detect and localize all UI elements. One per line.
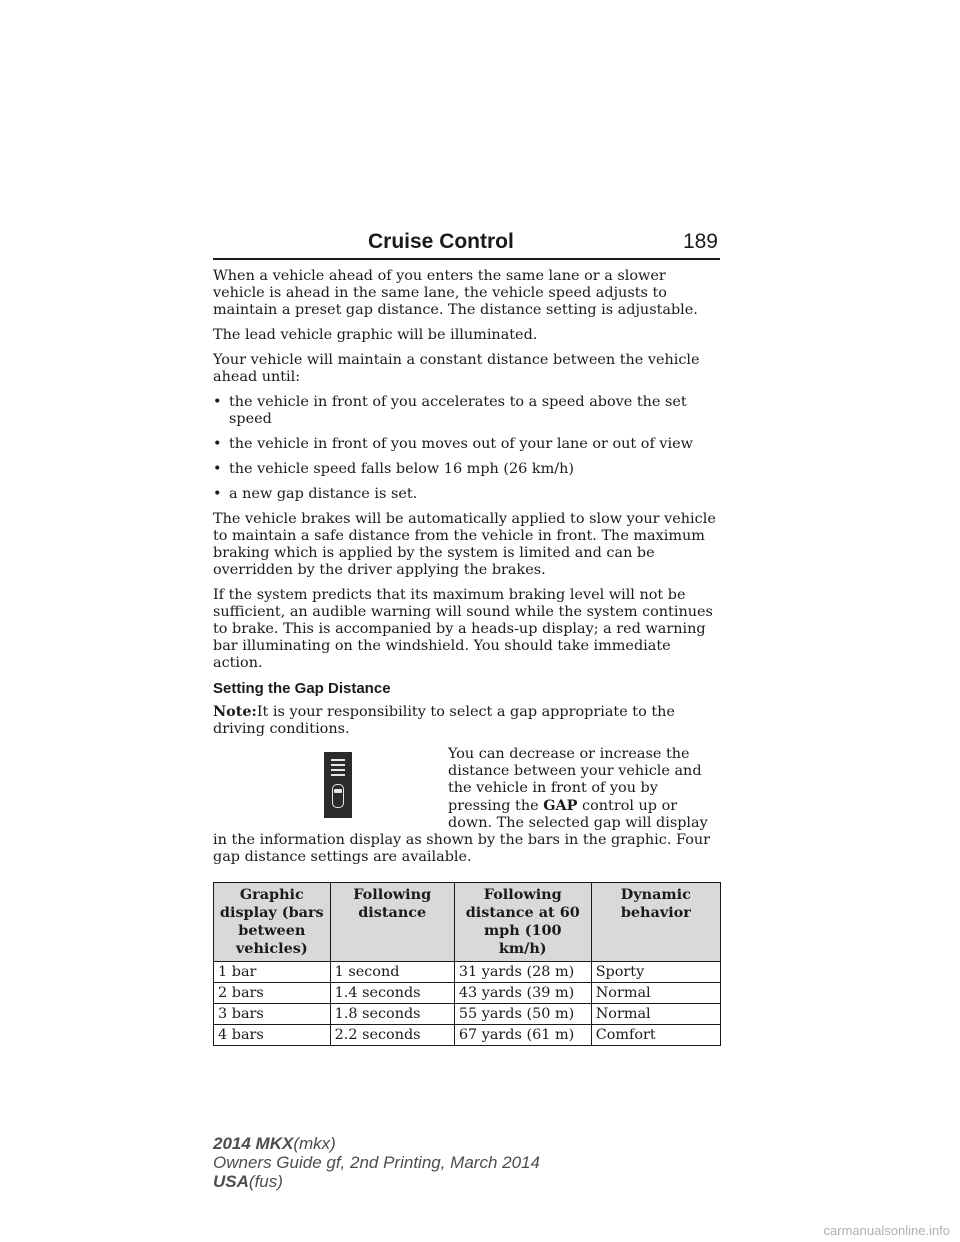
table-cell: 1 second [330, 962, 454, 983]
list-item [213, 436, 721, 453]
table-cell: 43 yards (39 m) [454, 983, 591, 1004]
footer-line-guide: Owners Guide gf, 2nd Printing, March 2014 [213, 1153, 540, 1172]
gap-bar [331, 769, 345, 771]
column-header: Graphic display (bars between vehicles) [214, 883, 331, 962]
print-footer [213, 1134, 540, 1191]
column-header: Following distance at 60 mph (100 km/h) [454, 883, 591, 962]
paragraph-auto-brake: The vehicle brakes will be automatically applied to slow your vehicle to maintain a safe distance from the vehicle in front. The maximum braking which is applied by the system is limited and can be overridden by the driver applying the brakes. [213, 511, 716, 578]
list-item-text: the vehicle in front of you accelerates to a speed above the set speed [229, 394, 687, 427]
table-cell: 1.8 seconds [330, 1004, 454, 1025]
table-cell: 3 bars [214, 1004, 331, 1025]
bullet-symbol: • [213, 461, 222, 477]
table-cell: 67 yards (61 m) [454, 1025, 591, 1046]
note-text: It is your responsibility to select a gap appropriate to the driving conditions. [213, 704, 675, 737]
bullet-symbol: • [213, 436, 222, 452]
gap-bar [331, 774, 345, 776]
table-cell: 55 yards (50 m) [454, 1004, 591, 1025]
paragraph-maintain-distance: Your vehicle will maintain a constant distance between the vehicle ahead until: [213, 352, 700, 385]
paragraph-lead-vehicle: The lead vehicle graphic will be illuminated. [213, 327, 538, 343]
paragraph-gap-control: You can decrease or increase the distance between your vehicle and the vehicle in front of you by pressing the GAP control up or down. The selected gap will display in the information display as shown by the bars in the graphic. Four gap distance settings are available. [213, 746, 711, 865]
page-header [213, 226, 720, 260]
bullet-symbol: • [213, 394, 222, 410]
column-header: Following distance [330, 883, 454, 962]
gap-bar [331, 759, 345, 761]
list-item [213, 461, 721, 478]
page-number: 189 [682, 230, 718, 253]
gap-settings-table [213, 882, 721, 1046]
bullet-symbol: • [213, 486, 222, 502]
note [213, 703, 721, 738]
list-item-text: the vehicle speed falls below 16 mph (26 km/h) [229, 461, 574, 477]
paragraph-gap-adjust: When a vehicle ahead of you enters the same lane or a slower vehicle is ahead in the same lane, the vehicle speed adjusts to maintain a preset gap distance. The distance setting is adjustable. [213, 268, 698, 318]
table-cell: Normal [591, 1004, 720, 1025]
table-cell: 4 bars [214, 1025, 331, 1046]
footer-line-market: USA(fus) [213, 1172, 283, 1191]
table-row [214, 983, 721, 1004]
list-item [213, 394, 721, 428]
table-cell: Sporty [591, 962, 720, 983]
note-label: Note: [213, 703, 257, 720]
table-cell: 1.4 seconds [330, 983, 454, 1004]
watermark-link[interactable]: carmanualsonline.info [823, 1223, 950, 1238]
list-item-text: the vehicle in front of you moves out of your lane or out of view [229, 436, 693, 452]
column-header: Dynamic behavior [591, 883, 720, 962]
table-header-row [214, 883, 721, 962]
table-cell: Normal [591, 983, 720, 1004]
table-cell: 2.2 seconds [330, 1025, 454, 1046]
table-cell: 2 bars [214, 983, 331, 1004]
list-item-text: a new gap distance is set. [229, 486, 418, 502]
subheading-gap-distance: Setting the Gap Distance [213, 680, 391, 697]
page-content [213, 268, 721, 1046]
footer-line-model: 2014 MKX(mkx) [213, 1134, 336, 1153]
table-cell: Comfort [591, 1025, 720, 1046]
gap-distance-icon [324, 752, 352, 818]
table-row [214, 1004, 721, 1025]
table-row [214, 1025, 721, 1046]
table-cell: 31 yards (28 m) [454, 962, 591, 983]
gap-control-label: GAP [543, 797, 578, 814]
list-item [213, 486, 721, 503]
vehicle-icon [332, 784, 344, 808]
section-title: Cruise Control [368, 230, 514, 253]
gap-bar [331, 764, 345, 766]
paragraph-warning: If the system predicts that its maximum braking level will not be sufficient, an audible warning will sound while the system continues to brake. This is accompanied by a heads-up display; a red warning bar illuminating on the windshield. You should take immediate action. [213, 587, 713, 671]
bullet-list [213, 394, 721, 503]
table-row [214, 962, 721, 983]
table-cell: 1 bar [214, 962, 331, 983]
